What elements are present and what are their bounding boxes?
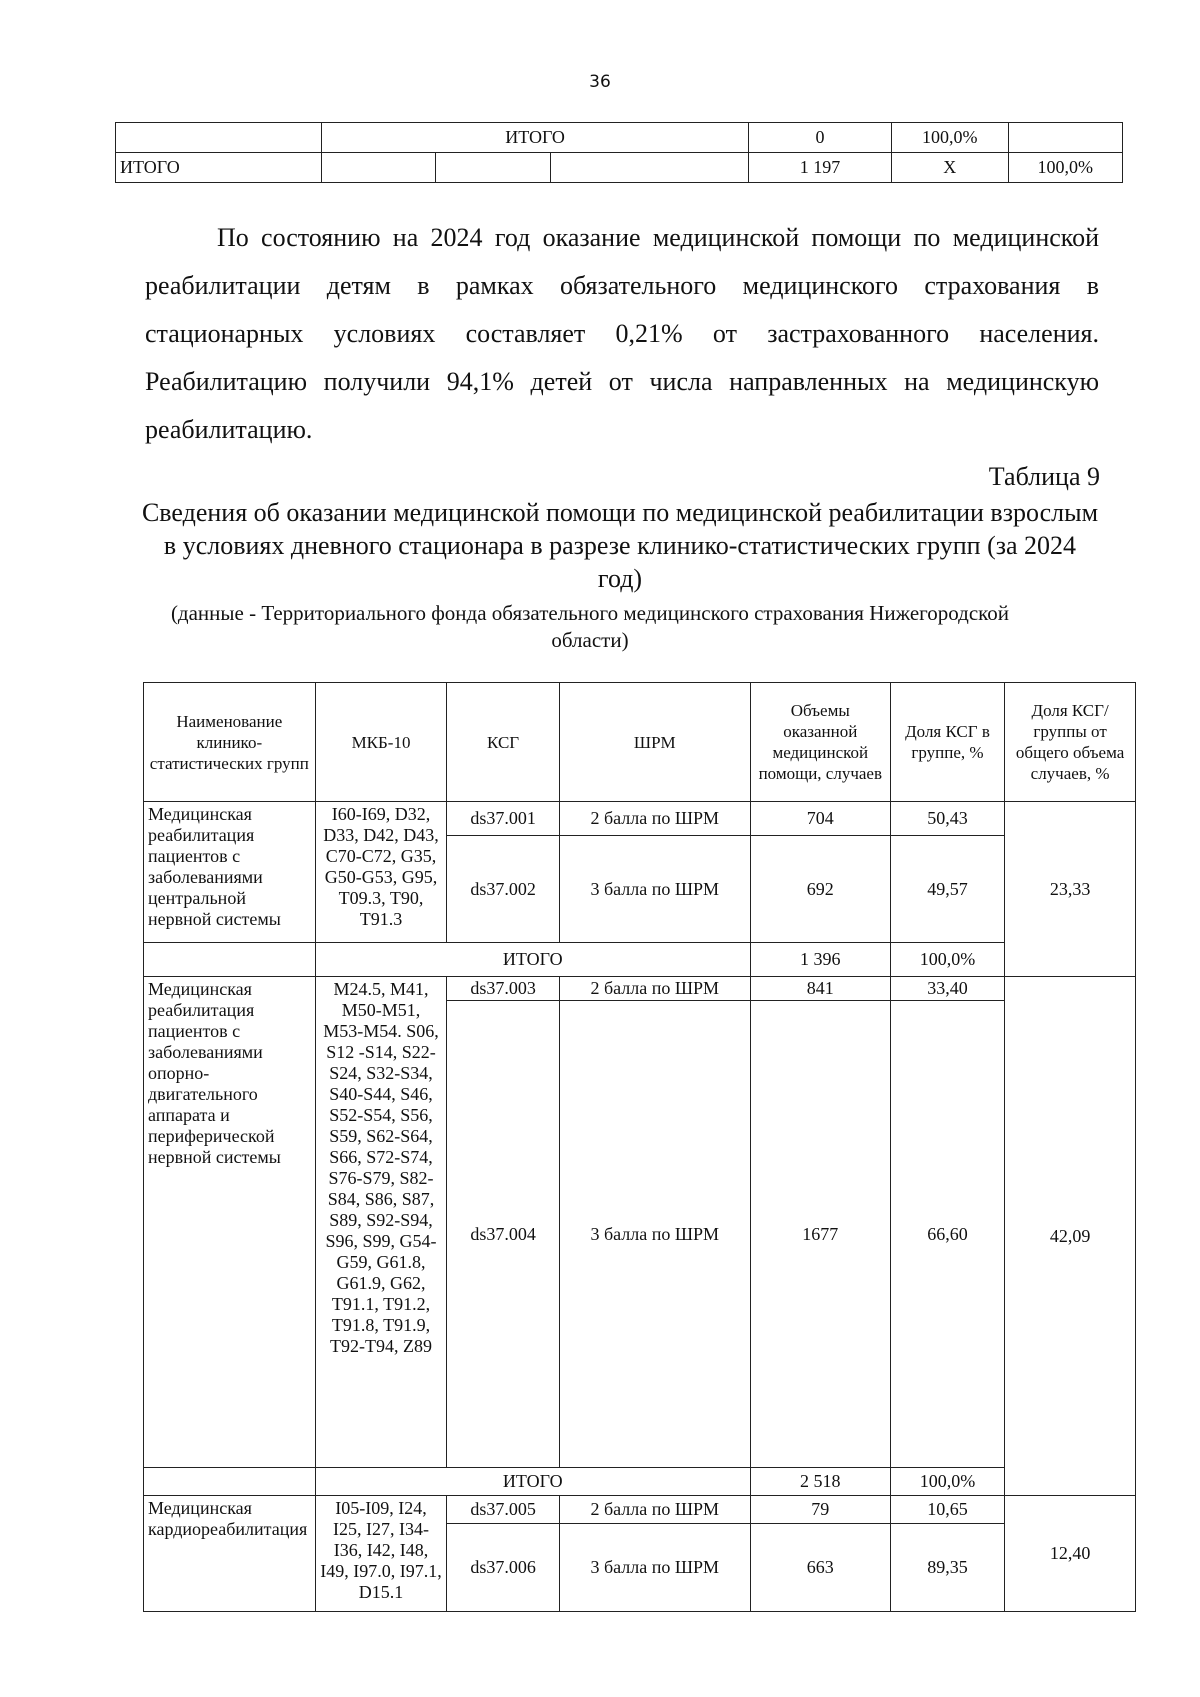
share-cell: 89,35 [890, 1524, 1004, 1612]
table-title: Сведения об оказании медицинской помощи по медицинской реабилитации взрослым в условиях дневного стационара в разрезе клинико-статистических групп (за 2024 год) [141, 498, 1099, 593]
shrm-cell: 3 балла по ШРМ [559, 836, 750, 943]
share-cell: 49,57 [890, 836, 1004, 943]
shrm-cell: 2 балла по ШРМ [559, 1496, 750, 1524]
volume-cell: 692 [750, 836, 890, 943]
share-cell: 10,65 [890, 1496, 1004, 1524]
rehab-table [143, 682, 1136, 1612]
total-label: ИТОГО [116, 153, 322, 183]
share-cell: 33,40 [890, 977, 1004, 1001]
ksg-cell: ds37.004 [447, 1001, 559, 1468]
page-number: 36 [589, 72, 611, 92]
header-ksg: КСГ [447, 683, 559, 802]
volume-cell: 79 [750, 1496, 890, 1524]
total-label: ИТОГО [315, 943, 750, 977]
ksg-cell: ds37.006 [447, 1524, 559, 1612]
volume-cell: 1 197 [749, 153, 892, 183]
header-shrm: ШРМ [559, 683, 750, 802]
body-paragraph [145, 214, 1099, 454]
table-row [144, 802, 1136, 836]
volume-cell: 1677 [750, 1001, 890, 1468]
group-share-cell: 12,40 [1005, 1496, 1136, 1612]
ksg-cell: ds37.005 [447, 1496, 559, 1524]
table-row [116, 153, 1123, 183]
header-share-group: Доля КСГ в группе, % [890, 683, 1004, 802]
table-source: (данные - Территориального фонда обязательного медицинского страхования Нижегородской области) [170, 601, 1010, 652]
share-cell: 66,60 [890, 1001, 1004, 1468]
header-share-total: Доля КСГ/группы от общего объема случаев, % [1005, 683, 1136, 802]
header-name: Наименование клинико-статистических групп [144, 683, 316, 802]
group-name: Медицинская реабилитация пациентов с заболеваниями опорно-двигательного аппарата и периферической нервной системы [144, 977, 316, 1468]
total-row [144, 943, 1136, 977]
volume-cell: 704 [750, 802, 890, 836]
group-mkb: I60-I69, D32, D33, D42, D43, C70-C72, G35, G50-G53, G95, T09.3, T90, T91.3 [315, 802, 447, 943]
table-row [144, 977, 1136, 1001]
volume-cell: 2 518 [750, 1468, 890, 1496]
group-share-cell: 23,33 [1005, 802, 1136, 977]
header-mkb: МКБ-10 [315, 683, 447, 802]
previous-table-tail [115, 122, 1123, 183]
share-cell: 100,0% [890, 1468, 1004, 1496]
total-label: ИТОГО [321, 123, 748, 153]
group-name: Медицинская кардиореабилитация [144, 1496, 316, 1612]
shrm-cell: 2 балла по ШРМ [559, 977, 750, 1001]
shrm-cell: 2 балла по ШРМ [559, 802, 750, 836]
paragraph-text: По состоянию на 2024 год оказание медицинской помощи по медицинской реабилитации детям в рамках обязательного медицинского страхования в стационарных условиях составляет 0,21% от застрахованного населения. Реабилитацию получили 94,1% детей от числа направленных на медицинскую реабилитацию. [145, 223, 1099, 444]
shrm-cell: 3 балла по ШРМ [559, 1001, 750, 1468]
total-row [144, 1468, 1136, 1496]
volume-cell: 0 [749, 123, 892, 153]
ksg-cell: ds37.001 [447, 802, 559, 836]
ksg-cell: ds37.002 [447, 836, 559, 943]
header-volume: Объемы оказанной медицинской помощи, случаев [750, 683, 890, 802]
group-name: Медицинская реабилитация пациентов с заболеваниями центральной нервной системы [144, 802, 316, 943]
shrm-cell: 3 балла по ШРМ [559, 1524, 750, 1612]
volume-cell: 1 396 [750, 943, 890, 977]
group-mkb: I05-I09, I24, I25, I27, I34-I36, I42, I48, I49, I97.0, I97.1, D15.1 [315, 1496, 447, 1612]
table-row [116, 123, 1123, 153]
table-row [144, 1496, 1136, 1524]
total-share-cell: 100,0% [1008, 153, 1122, 183]
share-cell: 100,0% [891, 123, 1008, 153]
share-cell: Х [891, 153, 1008, 183]
share-cell: 50,43 [890, 802, 1004, 836]
volume-cell: 841 [750, 977, 890, 1001]
group-mkb: M24.5, M41, M50-M51, M53-M54. S06, S12 -S14, S22-S24, S32-S34, S40-S44, S46, S52-S54, S56, S59, S62-S64, S66, S72-S74, S76-S79, S82-S84, S86, S87, S89, S92-S94, S96, S99, G54-G59, G61.8, G61.9, G62, T91.1, T91.2, T91.8, T91.9, T92-T94, Z89 [315, 977, 447, 1468]
share-cell: 100,0% [890, 943, 1004, 977]
ksg-cell: ds37.003 [447, 977, 559, 1001]
volume-cell: 663 [750, 1524, 890, 1612]
table-label: Таблица 9 [988, 462, 1100, 491]
total-label: ИТОГО [315, 1468, 750, 1496]
group-share-cell: 42,09 [1005, 977, 1136, 1496]
table-header-row [144, 683, 1136, 802]
